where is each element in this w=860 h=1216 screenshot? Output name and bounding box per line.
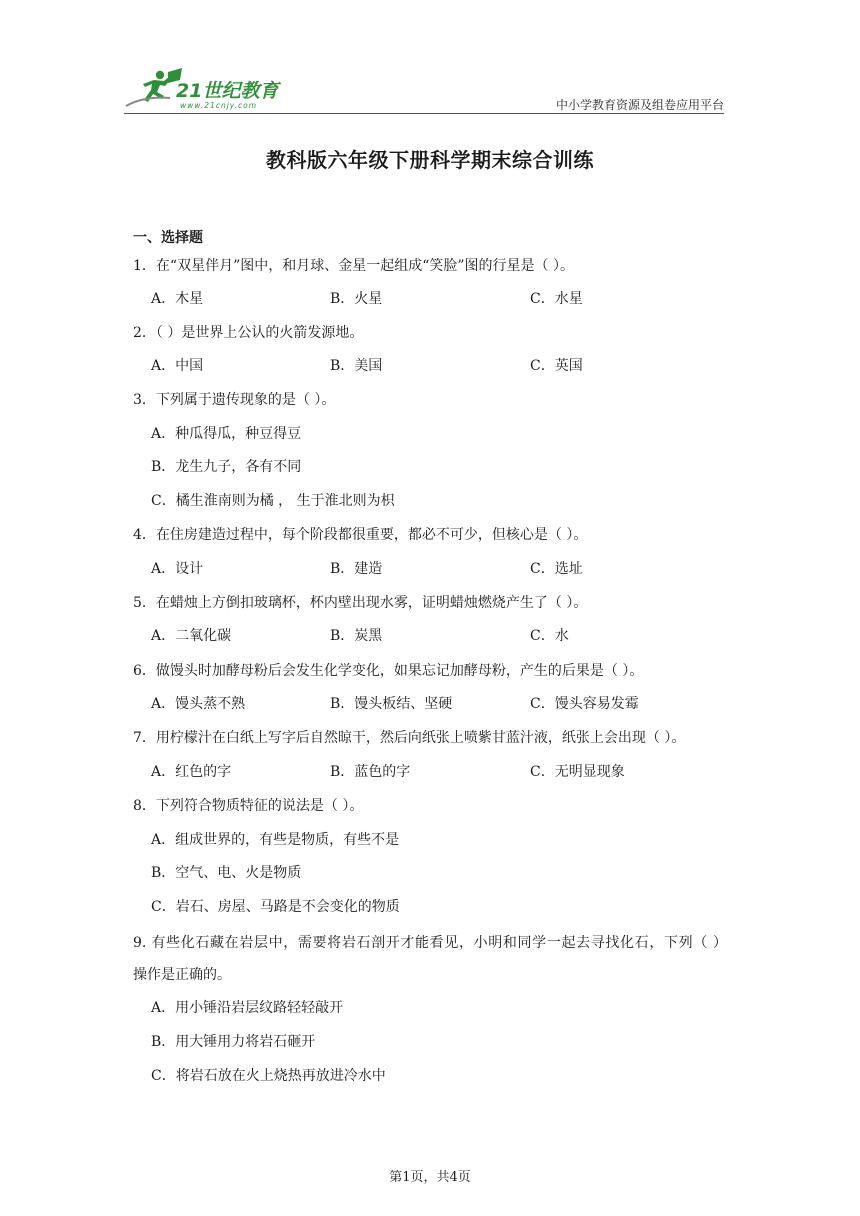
question-3-option-a: A．种瓜得瓜，种豆得豆	[151, 426, 302, 442]
question-8-stem: 8．下列符合物质特征的说法是（ ）。	[133, 798, 364, 814]
option-b: B．火星	[330, 291, 383, 307]
question-5-stem: 5．在蜡烛上方倒扣玻璃杯，杯内壁出现水雾，证明蜡烛燃烧产生了（ ）。	[133, 595, 588, 611]
option-b: B．炭黑	[330, 628, 383, 644]
option-b: B．建造	[330, 561, 383, 577]
question-8-option-a: A．组成世界的，有些是物质，有些不是	[151, 832, 400, 848]
question-6-stem: 6．做馒头时加酵母粉后会发生化学变化，如果忘记加酵母粉，产生的后果是（ ）。	[133, 663, 644, 679]
option-a: A．二氧化碳	[151, 628, 232, 644]
question-9-stem-line1: 9. 有些化石藏在岩层中，需要将岩石剖开才能看见，小明和同学一起去寻找化石，下列（ ）	[133, 935, 727, 951]
question-3-stem: 3．下列属于遗传现象的是（ ）。	[133, 392, 336, 408]
question-8-option-b: B．空气、电、火是物质	[151, 865, 302, 881]
question-9-option-c: C．将岩石放在火上烧热再放进冷水中	[151, 1068, 386, 1084]
logo	[124, 66, 294, 112]
question-9-option-b: B．用大锤用力将岩石砸开	[151, 1034, 316, 1050]
page-footer: 第1页，共4页	[389, 1170, 471, 1185]
question-2-stem: 2．（ ）是世界上公认的火箭发源地。	[133, 325, 364, 341]
section-heading: 一、选择题	[133, 230, 203, 246]
header-divider	[124, 113, 724, 114]
option-b: B．美国	[330, 358, 383, 374]
document-title: 教科版六年级下册科学期末综合训练	[266, 148, 594, 172]
option-b: B．馒头板结、坚硬	[330, 696, 453, 712]
question-3-option-b: B．龙生九子，各有不同	[151, 459, 302, 475]
question-9-stem-line2: 操作是正确的。	[133, 967, 231, 983]
option-a: A．中国	[151, 358, 204, 374]
question-4-stem: 4．在住房建造过程中，每个阶段都很重要，都必不可少，但核心是（ ）。	[133, 527, 588, 543]
logo-text: 21世纪教育	[176, 80, 279, 102]
page-header	[124, 66, 724, 114]
question-8-option-c: C．岩石、房屋、马路是不会变化的物质	[151, 899, 400, 915]
platform-label: 中小学教育资源及组卷应用平台	[555, 98, 724, 112]
question-1-stem: 1．在“双星伴月”图中，和月球、金星一起组成“笑脸”图的行星是（ ）。	[133, 258, 574, 274]
option-c: C．无明显现象	[530, 764, 625, 780]
question-3-option-c: C．橘生淮南则为橘 ， 生于淮北则为枳	[151, 493, 395, 509]
logo-graphic	[124, 66, 294, 112]
option-c: C．水	[530, 628, 569, 644]
option-a: A．馒头蒸不熟	[151, 696, 246, 712]
option-a: A．红色的字	[151, 764, 232, 780]
option-c: C．水星	[530, 291, 583, 307]
option-c: C．馒头容易发霉	[530, 696, 639, 712]
option-a: A．木星	[151, 291, 204, 307]
option-b: B．蓝色的字	[330, 764, 411, 780]
option-a: A．设计	[151, 561, 204, 577]
option-c: C．选址	[530, 561, 583, 577]
question-7-stem: 7．用柠檬汁在白纸上写字后自然晾干，然后向纸张上喷紫甘蓝汁液，纸张上会出现（ ）。	[133, 730, 686, 746]
option-c: C．英国	[530, 358, 583, 374]
logo-url: www.21cnjy.com	[180, 101, 258, 110]
question-9-option-a: A．用小锤沿岩层纹路轻轻敲开	[151, 1000, 344, 1016]
